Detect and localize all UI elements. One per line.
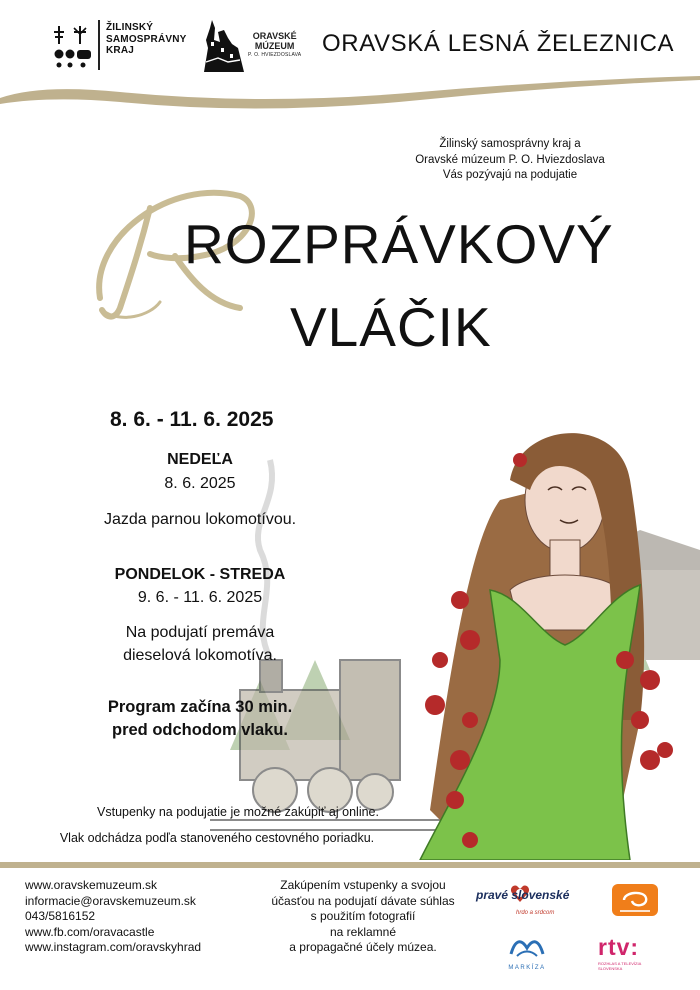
program-line-1: Program začína 30 min. bbox=[107, 698, 293, 716]
title-line-2: VLÁČIK bbox=[290, 296, 492, 358]
weekday-text-1: Na podujatí premáva bbox=[125, 624, 275, 641]
note-timetable: Vlak odchádza podľa stanoveného cestovného poriadku. bbox=[59, 831, 375, 845]
weekday-date: 9. 6. - 11. 6. 2025 bbox=[137, 589, 263, 606]
zilinsky-kraj-text: ŽILINSKÝ SAMOSPRÁVNY KRAJ bbox=[106, 22, 187, 56]
organisation-title: ORAVSKÁ LESNÁ ŽELEZNICA bbox=[322, 30, 675, 57]
sunday-heading: NEDEĽA bbox=[167, 451, 233, 468]
partner-orange-logo bbox=[612, 884, 658, 916]
consent-text: Zakúpením vstupenky a svojou účasťou na podujatí dávate súhlas s použitím fotografií na reklamné a propagačné účely múzea. bbox=[271, 878, 455, 954]
coat-of-arms-icon bbox=[52, 24, 94, 68]
markiza-logo: MARKÍZA bbox=[500, 932, 554, 971]
title-line-1: ROZPRÁVKOVÝ bbox=[184, 213, 614, 275]
sunday-date: 8. 6. 2025 bbox=[164, 475, 236, 492]
gold-divider bbox=[0, 862, 700, 868]
contact-website[interactable]: www.oravskemuzeum.sk bbox=[25, 878, 158, 892]
contact-phone: 043/5816152 bbox=[25, 909, 96, 923]
castle-icon bbox=[198, 18, 246, 74]
markiza-emblem-icon bbox=[507, 932, 547, 960]
rtvs-logo: rtv: ROZHLAS A TELEVÍZIA SLOVENSKA bbox=[598, 934, 642, 971]
weekday-text-2: dieselová lokomotíva. bbox=[123, 647, 277, 664]
contact-facebook[interactable]: www.fb.com/oravacastle bbox=[25, 924, 155, 939]
zilinsky-kraj-logo bbox=[52, 20, 187, 74]
sunday-text: Jazda parnou lokomotívou. bbox=[103, 511, 297, 528]
weekday-heading: PONDELOK - STREDA bbox=[114, 566, 286, 583]
logo-divider bbox=[98, 20, 100, 70]
oravske-muzeum-logo bbox=[198, 18, 308, 74]
program-line-2: pred odchodom vlaku. bbox=[111, 721, 289, 739]
note-tickets: Vstupenky na podujatie je možné zakúpiť aj online. bbox=[97, 805, 379, 819]
swirl-icon bbox=[612, 884, 658, 916]
contact-list bbox=[25, 878, 201, 956]
event-date-range: 8. 6. - 11. 6. 2025 bbox=[110, 408, 274, 431]
prave-slovenske-logo: pravé slovenské hrdo a srdcom bbox=[476, 884, 594, 916]
gold-swoosh bbox=[0, 70, 700, 120]
invitation-text: Žilinský samosprávny kraj a Oravské múzeum P. O. Hviezdoslava Vás pozývajú na podujatie bbox=[415, 138, 605, 181]
oravske-muzeum-text: ORAVSKÉ MÚZEUM P. O. HVIEZDOSLAVA bbox=[248, 31, 302, 58]
contact-email[interactable]: informacie@oravskemuzeum.sk bbox=[25, 893, 196, 908]
contact-instagram[interactable]: www.instagram.com/oravskyhrad bbox=[25, 940, 202, 954]
